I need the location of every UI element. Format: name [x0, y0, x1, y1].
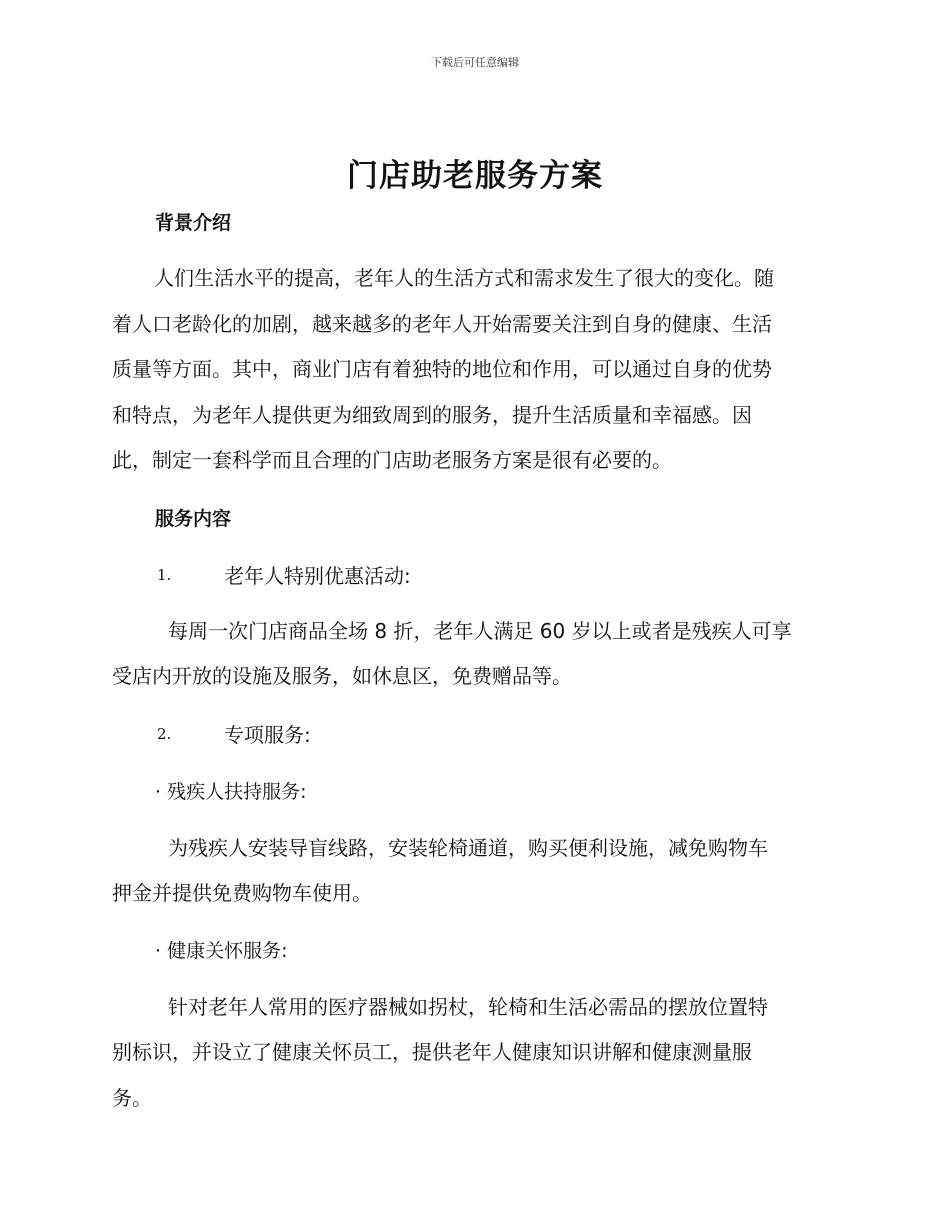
paragraph-line: 为残疾人安装导盲线路，安装轮椅通道，购买便利设施，减免购物车 [168, 836, 768, 860]
item-number-1: 1. [157, 566, 172, 584]
paragraph-line: 质量等方面。其中，商业门店有着独特的地位和作用，可以通过自身的优势 [112, 357, 772, 381]
paragraph-line: 受店内开放的设施及服务，如休息区，免费赠品等。 [112, 664, 572, 688]
paragraph-line: 着人口老龄化的加剧，越来越多的老年人开始需要关注到自身的健康、生活 [112, 312, 772, 336]
section-heading-services: 服务内容 [155, 508, 232, 530]
document-title: 门店助老服务方案 [347, 158, 603, 194]
paragraph-line: 此，制定一套科学而且合理的门店助老服务方案是很有必要的。 [112, 448, 672, 472]
paragraph-line: 每周一次门店商品全场 8 折，老年人满足 60 岁以上或者是残疾人可享 [168, 619, 792, 643]
bullet-disabled-support: · 残疾人扶持服务: [155, 781, 307, 803]
paragraph-line: 人们生活水平的提高，老年人的生活方式和需求发生了很大的变化。随 [154, 266, 774, 290]
paragraph-line: 别标识，并设立了健康关怀员工，提供老年人健康知识讲解和健康测量服 [112, 1040, 752, 1064]
item-label-special-services: 专项服务: [224, 723, 311, 747]
item-number-2: 2. [157, 725, 172, 743]
paragraph-line: 针对老年人常用的医疗器械如拐杖，轮椅和生活必需品的摆放位置特 [168, 995, 768, 1019]
paragraph-line: 务。 [112, 1086, 152, 1110]
item-label-elderly-discount: 老年人特别优惠活动: [224, 564, 411, 588]
header-note: 下载后可任意编辑 [431, 56, 519, 69]
paragraph-line: 押金并提供免费购物车使用。 [112, 881, 372, 905]
section-heading-background: 背景介绍 [155, 212, 232, 234]
bullet-health-care: · 健康关怀服务: [155, 940, 288, 962]
paragraph-line: 和特点，为老年人提供更为细致周到的服务，提升生活质量和幸福感。因 [112, 403, 752, 427]
